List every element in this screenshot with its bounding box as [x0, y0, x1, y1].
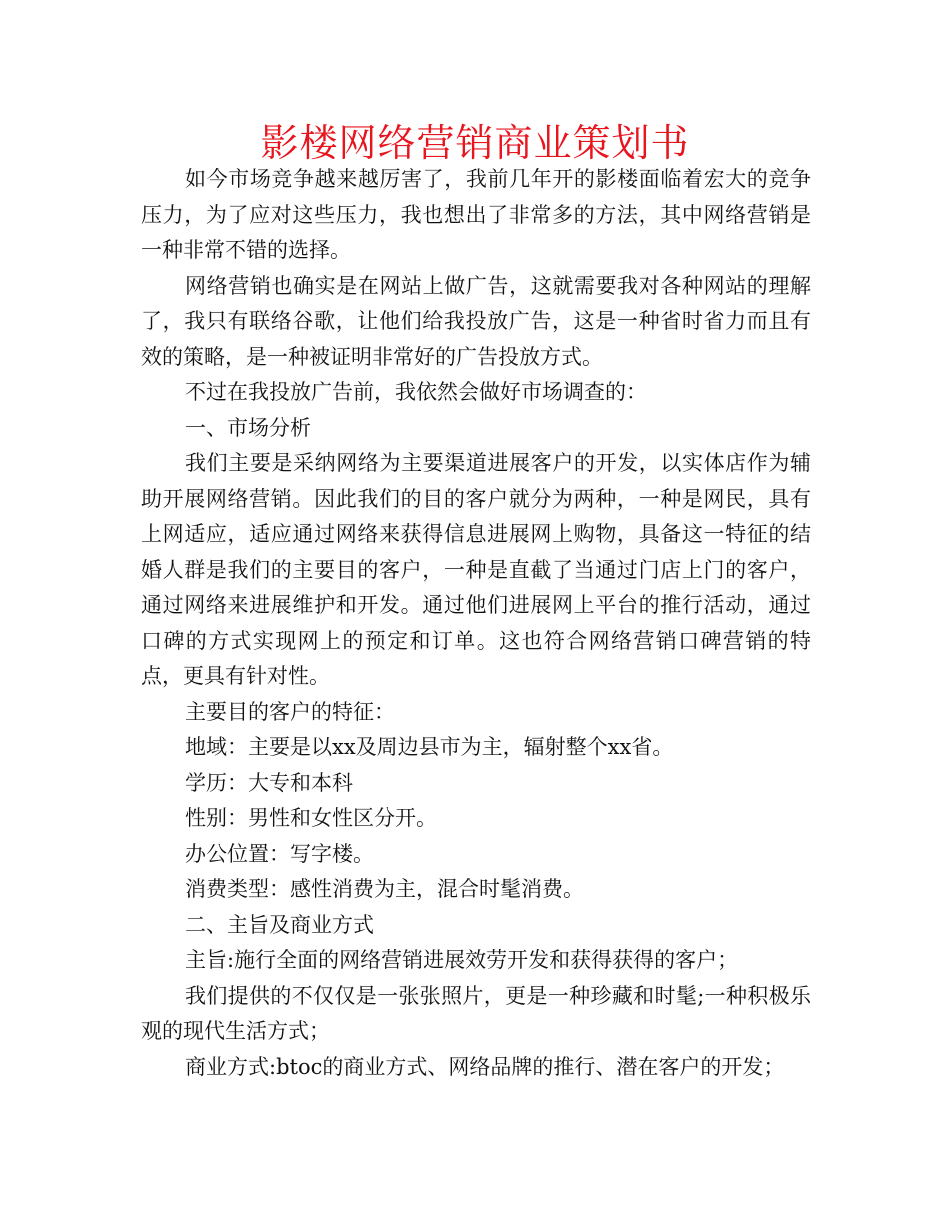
document-title: 影楼网络营销商业策划书	[260, 121, 690, 165]
section-heading-purpose: 二、主旨及商业方式	[185, 912, 374, 937]
paragraph-offering: 我们提供的不仅仅是一张张照片，更是一种珍藏和时髦;一种积极乐观的现代生活方式；	[141, 983, 811, 1043]
paragraph-purpose: 主旨:施行全面的网络营销进展效劳开发和获得获得的客户；	[185, 948, 739, 972]
list-item-gender: 性别：男性和女性区分开。	[185, 806, 437, 830]
list-item-education: 学历：大专和本科	[185, 770, 353, 795]
paragraph-business-model: 商业方式:btoc的商业方式、网络品牌的推行、潜在客户的开发；	[185, 1054, 785, 1079]
list-item-region: 地域：主要是以xx及周边县市为主，辐射整个xx省。	[185, 735, 674, 759]
list-item-office: 办公位置：写字楼。	[185, 841, 374, 866]
document-body	[141, 162, 811, 1085]
paragraph-network-ads: 网络营销也确实是在网站上做广告，这就需要我对各种网站的理解了，我只有联络谷歌，让他们给我投放广告，这是一种省时省力而且有效的策略，是一种被证明非常好的广告投放方式。	[141, 273, 811, 369]
paragraph-market-survey: 不过在我投放广告前，我依然会做好市场调查的：	[185, 380, 647, 404]
list-item-consumption: 消费类型：感性消费为主，混合时髦消费。	[185, 877, 584, 901]
paragraph-customer-features: 主要目的客户的特征：	[185, 699, 395, 724]
paragraph-intro: 如今市场竞争越来越厉害了，我前几年开的影楼面临着宏大的竞争压力，为了应对这些压力，我也想出了非常多的方法，其中网络营销是一种非常不错的选择。	[141, 167, 811, 262]
paragraph-target-customers: 我们主要是采纳网络为主要渠道进展客户的开发，以实体店作为辅助开展网络营销。因此我们的目的客户就分为两种，一种是网民，具有上网适应，适应通过网络来获得信息进展网上购物，具备这一特征的结婚人群是我们的主要目的客户，一种是直截了当通过门店上门的客户，通过网络来进展维护和开发。通过他们进展网上平台的推行活动，通过口碑的方式实现网上的预定和订单。这也符合网络营销口碑营销的特点，更具有针对性。	[141, 451, 811, 688]
section-heading-market-analysis: 一、市场分析	[185, 415, 311, 440]
